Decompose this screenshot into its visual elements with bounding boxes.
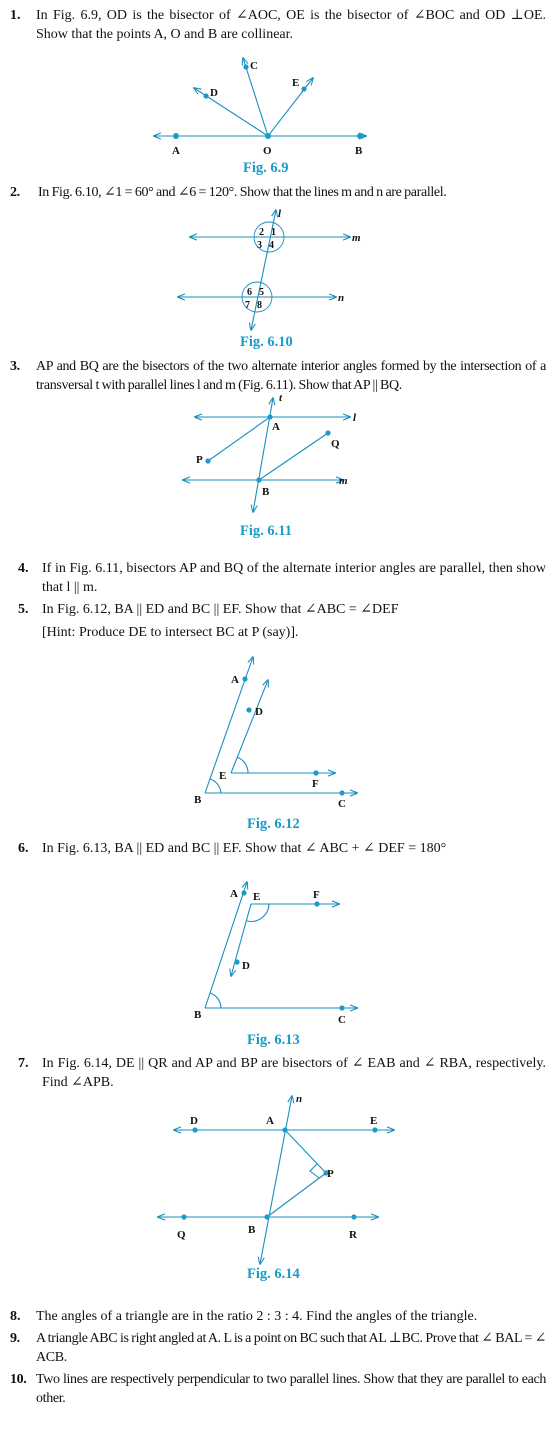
label-m: m [352, 232, 361, 244]
question-1 [10, 6, 546, 44]
ray-ed [231, 680, 268, 773]
point-a [242, 676, 247, 681]
point-e [301, 86, 306, 91]
point-f [314, 901, 319, 906]
label-l: l [278, 208, 282, 220]
label-p: P [196, 454, 203, 466]
label-f: F [313, 889, 320, 901]
question-text: AP and BQ are the bisectors of the two alternate interior angles formed by the intersection of a transversal t with parallel lines l and m (Fig. 6.11). Show that AP || BQ. [36, 359, 546, 393]
question-4 [18, 559, 546, 597]
question-number: 4. [18, 561, 29, 576]
question-text: In Fig. 6.13, BA || ED and BC || EF. Show that ∠ ABC + ∠ DEF = 180° [42, 841, 447, 856]
caption-fig-6-9: Fig. 6.9 [243, 160, 289, 176]
label-c: C [250, 60, 258, 72]
question-number: 2. [10, 185, 20, 200]
angle-7: 7 [245, 300, 250, 311]
figure-6-13 [185, 878, 375, 1028]
label-e: E [370, 1115, 378, 1127]
label-c: C [338, 1014, 346, 1026]
figure-6-11 [175, 392, 375, 517]
label-d: D [255, 706, 263, 718]
figure-6-12 [185, 652, 375, 812]
label-f: F [312, 778, 319, 790]
question-3 [10, 357, 546, 395]
question-9 [10, 1329, 546, 1367]
figure-6-10 [170, 204, 370, 334]
label-e: E [292, 77, 300, 89]
label-b: B [262, 486, 270, 498]
point-d [234, 959, 239, 964]
point-b [357, 133, 363, 139]
label-e: E [219, 770, 227, 782]
question-number: 10. [10, 1372, 27, 1387]
bisector-ap [208, 417, 270, 461]
angle-6: 6 [247, 287, 252, 298]
label-e: E [253, 891, 261, 903]
bisector-ap [285, 1130, 326, 1173]
angle-1: 1 [271, 227, 276, 238]
point-b [256, 477, 261, 482]
question-7 [18, 1054, 546, 1092]
label-n: n [296, 1093, 303, 1105]
label-a: A [172, 145, 180, 157]
label-a: A [266, 1115, 274, 1127]
angle-2: 2 [259, 227, 264, 238]
label-a: A [272, 421, 280, 433]
label-a: A [230, 888, 238, 900]
label-q: Q [177, 1229, 186, 1241]
caption-fig-6-13: Fig. 6.13 [247, 1032, 300, 1048]
label-q: Q [331, 438, 340, 450]
caption-fig-6-14: Fig. 6.14 [247, 1266, 300, 1282]
angle-5: 5 [259, 287, 264, 298]
question-number: 7. [18, 1056, 29, 1071]
question-8 [10, 1307, 546, 1326]
point-q [181, 1214, 186, 1219]
question-number: 8. [10, 1309, 21, 1324]
ray-oe [268, 78, 313, 136]
question-text: If in Fig. 6.11, bisectors AP and BQ of the alternate interior angles are parallel, then show that l || m. [42, 561, 546, 595]
point-f [313, 770, 318, 775]
question-number: 5. [18, 602, 29, 617]
label-d: D [210, 87, 218, 99]
point-c [339, 1005, 344, 1010]
angle-arc-abc [210, 993, 221, 1008]
point-d [246, 707, 251, 712]
question-text: A triangle ABC is right angled at A. L is a point on BC such that AL ⊥BC. Prove that ∠ BAL = ∠ ACB. [36, 1331, 546, 1365]
question-number: 6. [18, 841, 29, 856]
bisector-bq [259, 433, 328, 480]
question-number: 1. [10, 8, 21, 23]
angle-4: 4 [269, 240, 274, 251]
question-6 [18, 839, 546, 858]
point-c [339, 790, 344, 795]
label-p: P [327, 1168, 334, 1180]
label-l: l [353, 412, 357, 424]
label-t: t [279, 392, 283, 404]
point-p [205, 458, 210, 463]
label-b: B [194, 794, 202, 806]
question-number: 9. [10, 1331, 20, 1346]
caption-fig-6-10: Fig. 6.10 [240, 334, 293, 350]
question-5 [18, 600, 546, 642]
label-b: B [194, 1009, 202, 1021]
question-10 [10, 1370, 546, 1408]
label-a: A [231, 674, 239, 686]
point-d [192, 1127, 197, 1132]
label-r: R [349, 1229, 357, 1241]
label-o: O [263, 145, 272, 157]
figure-6-14 [150, 1090, 400, 1270]
point-d [203, 93, 208, 98]
angle-arc-def [237, 757, 248, 773]
point-e [372, 1127, 377, 1132]
caption-fig-6-12: Fig. 6.12 [247, 816, 300, 832]
point-o [265, 133, 271, 139]
question-number: 3. [10, 359, 20, 374]
angle-3: 3 [257, 240, 262, 251]
label-m: m [339, 475, 348, 487]
ray-ba [205, 882, 247, 1008]
point-a [241, 890, 246, 895]
caption-fig-6-11: Fig. 6.11 [240, 523, 292, 539]
transversal-n [260, 1096, 292, 1264]
question-text: In Fig. 6.10, ∠1 = 60° and ∠6 = 120°. Show that the lines m and n are parallel. [38, 185, 447, 200]
question-text: In Fig. 6.12, BA || ED and BC || EF. Show that ∠ABC = ∠DEF [42, 602, 399, 617]
label-n: n [338, 292, 345, 304]
point-q [325, 430, 330, 435]
question-text: In Fig. 6.14, DE || QR and AP and BP are bisectors of ∠ EAB and ∠ RBA, respectively. Find ∠APB. [42, 1056, 546, 1090]
point-b [264, 1214, 269, 1219]
point-a [173, 133, 179, 139]
right-angle-mark [310, 1164, 319, 1178]
question-text: The angles of a triangle are in the ratio 2 : 3 : 4. Find the angles of the triangle. [36, 1309, 478, 1324]
figure-6-9 [140, 52, 380, 162]
question-text: In Fig. 6.9, OD is the bisector of ∠AOC, OE is the bisector of ∠BOC and OD ⊥OE. Show that the points A, O and B are collinear. [36, 8, 546, 42]
label-c: C [338, 798, 346, 810]
point-a [267, 414, 272, 419]
label-b: B [248, 1224, 256, 1236]
label-d: D [242, 960, 250, 972]
label-b: B [355, 145, 363, 157]
angle-8: 8 [257, 300, 262, 311]
point-r [351, 1214, 356, 1219]
question-text: Two lines are respectively perpendicular to two parallel lines. Show that they are parallel to each other. [36, 1372, 546, 1406]
label-d: D [190, 1115, 198, 1127]
point-a [282, 1127, 287, 1132]
point-c [243, 64, 248, 69]
question-2 [10, 183, 546, 202]
question-hint: [Hint: Produce DE to intersect BC at P (say)]. [42, 625, 299, 640]
